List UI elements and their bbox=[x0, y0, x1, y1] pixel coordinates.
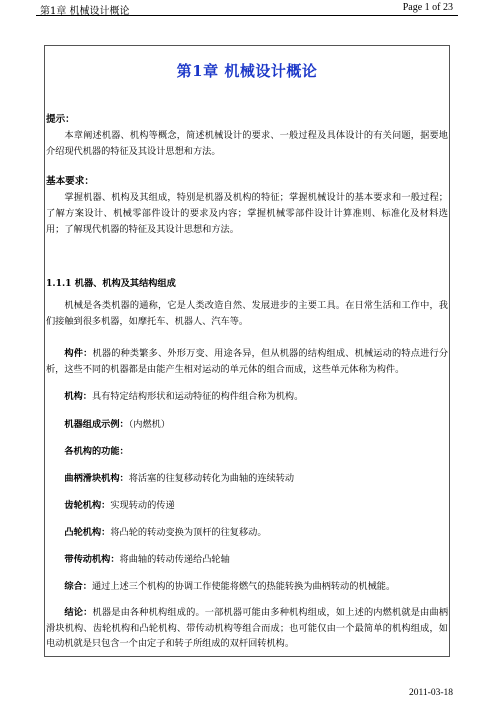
paragraph-component bbox=[46, 346, 448, 378]
paragraph-functions bbox=[46, 444, 448, 460]
belt-label: 带传动机构： bbox=[64, 554, 120, 565]
paragraph-cam bbox=[46, 525, 448, 541]
paragraph-machines: 机械是各类机器的通称，它是人类改造自然、发展进步的主要工具。在日常生活和工作中，我们接触到很多机器，如摩托车、机器人、汽车等。 bbox=[46, 300, 448, 327]
belt-text: 将曲轴的转动传递给凸轮轴 bbox=[119, 554, 230, 565]
summary-label: 综合： bbox=[64, 581, 92, 592]
cam-text: 将凸轮的转动变换为顶杆的往复移动。 bbox=[110, 527, 267, 538]
example-label: 机器组成示例： bbox=[64, 419, 129, 430]
section-heading bbox=[46, 276, 448, 292]
paragraph-crank bbox=[46, 471, 448, 487]
requirements-text: 掌握机器、机构及其组成，特别是机器及机构的特征；掌握机械设计的基本要求和一般过程；了解方案设计、机械零部件设计的要求及内容；掌握机械零部件设计计算准则、标准化及材料选用；了解现代机器的特征及其设计思想和方法。 bbox=[46, 192, 448, 235]
paragraph-summary bbox=[46, 579, 448, 595]
component-text: 机器的种类繁多、外形万变、用途各异，但从机器的结构组成、机械运动的特点进行分析，这些不同的机器都是由能产生相对运动的单元体的组合而成，这些单元体称为构件。 bbox=[46, 348, 449, 375]
footer-date: 2011-03-18 bbox=[409, 688, 453, 698]
header-rule bbox=[36, 15, 458, 16]
example-text: （内燃机） bbox=[128, 419, 171, 430]
crank-text: 将活塞的往复移动转化为曲轴的连续转动 bbox=[128, 473, 295, 484]
paragraph-mechanism bbox=[46, 389, 448, 405]
tip-text: 本章阐述机器、机构等概念，简述机械设计的要求、一般过程及具体设计的有关问题，据要地介绍现代机器的特征及其设计思想和方法。 bbox=[46, 130, 448, 157]
tip-label: 提示： bbox=[46, 114, 75, 125]
summary-text: 通过上述三个机构的协调工作使能将燃气的热能转换为曲柄转动的机械能。 bbox=[91, 581, 396, 592]
paragraph-gear bbox=[46, 498, 448, 514]
cam-label: 凸轮机构： bbox=[64, 527, 111, 538]
mechanism-text: 具有特定结构形状和运动特征的构件组合称为机构。 bbox=[91, 391, 304, 402]
running-header-chapter: 第1章 机械设计概论 bbox=[40, 6, 130, 17]
chapter-title: 第1章 机械设计概论 bbox=[176, 62, 318, 80]
mechanism-label: 机构： bbox=[64, 391, 92, 402]
crank-label: 曲柄滑块机构： bbox=[64, 473, 129, 484]
component-label: 构件： bbox=[64, 348, 93, 359]
paragraph-conclusion bbox=[46, 605, 448, 652]
section-number: 1.1.1 bbox=[46, 278, 72, 289]
gear-label: 齿轮机构： bbox=[64, 500, 111, 511]
conclusion-text: 机器是由各种机构组成的。一部机器可能由多种机构组成，如上述的内燃机就是由曲柄滑块机构、齿轮机构和凸轮机构、带传动机构等组合而成；也可能仅由一个最简单的机构组成，如电动机就是只包含一个由定子和转子所组成的双杆回转机构。 bbox=[46, 607, 449, 649]
section-title: 机器、机构及其结构组成 bbox=[71, 278, 176, 289]
functions-label: 各机构的功能： bbox=[64, 446, 129, 457]
page-number: Page 1 of 23 bbox=[402, 2, 453, 13]
intro-section bbox=[46, 112, 448, 238]
conclusion-label: 结论： bbox=[64, 607, 93, 618]
gear-text: 实现转动的传递 bbox=[110, 500, 175, 511]
requirements-label: 基本要求： bbox=[46, 176, 94, 187]
paragraph-belt bbox=[46, 552, 448, 568]
frame-bottom-rule bbox=[44, 656, 450, 657]
paragraph-example bbox=[46, 417, 448, 433]
